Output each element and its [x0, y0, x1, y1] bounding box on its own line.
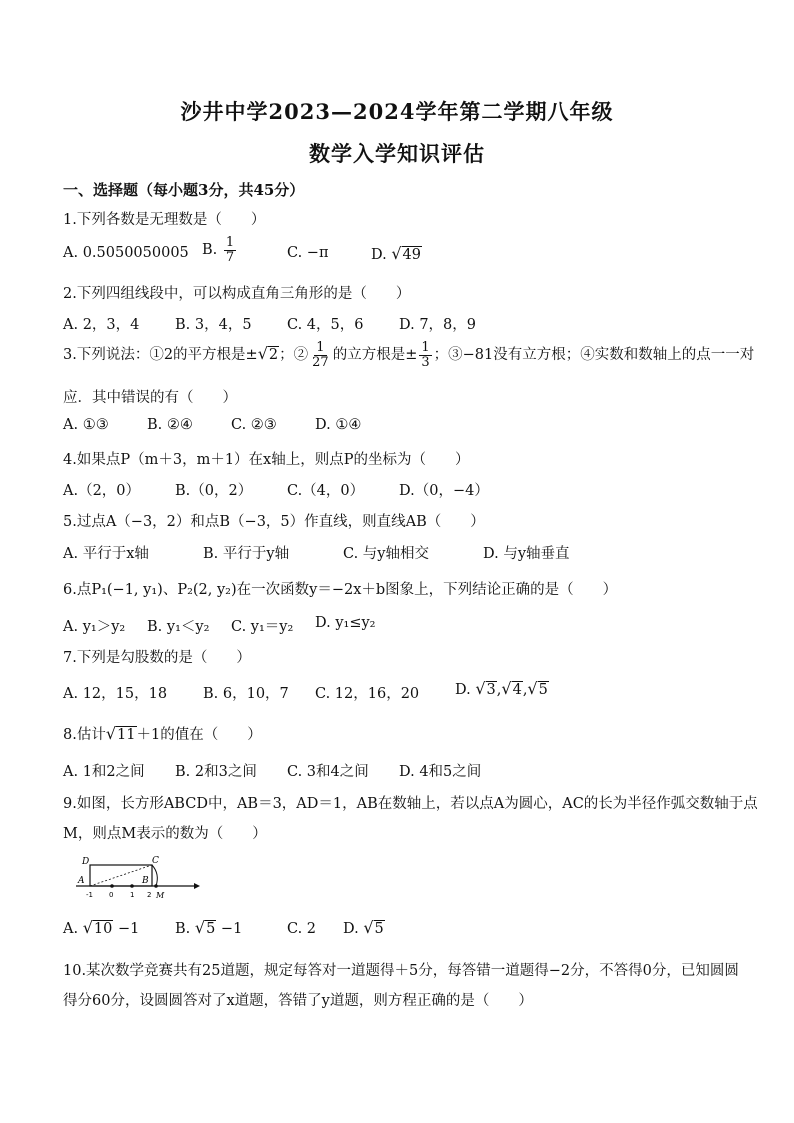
fraction: $\frac{1}{3}$ [421, 340, 430, 370]
q1-option-b: B. $\frac{1}{7}$ [202, 235, 235, 265]
q7-option-d: D. √3,√4,√5 [455, 679, 548, 698]
question-4: 4.如果点P（m＋3，m＋1）在x轴上，则点P的坐标为（ ） [63, 452, 470, 468]
q3-option-c: C. ②③ [231, 417, 277, 433]
fraction: $\frac{1}{27}$ [312, 340, 329, 370]
point-m [154, 884, 158, 888]
tick-label-0: 0 [109, 891, 114, 899]
q2-option-c: C. 4，5，6 [287, 317, 364, 333]
q6-option-b: B. y₁＜y₂ [147, 619, 210, 635]
number-line-figure [76, 852, 206, 902]
q8-option-d: D. 4和5之间 [399, 764, 482, 780]
label-d: D [82, 857, 90, 867]
q3-option-a: A. ①③ [63, 417, 109, 433]
arc [152, 865, 157, 886]
exam-title: 沙井中学2023—2024学年第二学期八年级 [180, 99, 614, 124]
sqrt-symbol: √49 [391, 244, 421, 263]
q9-option-b: B. √5 −1 [175, 918, 243, 937]
q5-option-b: B. 平行于y轴 [203, 546, 290, 562]
question-3-line2: 应．其中错误的有（ ） [63, 390, 237, 406]
label-c: C [152, 856, 159, 866]
q6-option-a: A. y₁＞y₂ [63, 619, 126, 635]
q9-option-c: C. 2 [287, 921, 317, 937]
question-8: 8.估计√11＋1的值在（ ） [63, 724, 262, 743]
question-3: 3.下列说法：①2的平方根是±√2；② $\frac{1}{27}$ 的立方根是± $\frac{1}{3}$ ；③−81没有立方根；④实数和数轴上的点一一对 [63, 340, 755, 370]
q4-option-b: B.（0，2） [175, 483, 253, 499]
q6-option-d: D. y₁≤y₂ [315, 615, 376, 631]
question-10: 10.某次数学竞赛共有25道题，规定每答对一道题得＋5分，每答错一道题得−2分，不答得0分，已知圆圆 [63, 963, 739, 979]
sqrt-symbol: √2 [257, 344, 279, 364]
q4-option-d: D.（0，−4） [399, 483, 489, 499]
sqrt-symbol: √11 [105, 724, 136, 743]
fraction: $\frac{1}{7}$ [225, 235, 235, 265]
q3-option-b: B. ②④ [147, 417, 193, 433]
tick-1 [130, 884, 134, 888]
q2-option-b: B. 3，4，5 [175, 317, 252, 333]
q7-option-a: A. 12，15，18 [63, 686, 168, 702]
q2-option-a: A. 2，3，4 [63, 317, 140, 333]
q1-option-a: A. 0.5050050005 [63, 245, 189, 261]
tick-label-1: 1 [130, 891, 135, 899]
question-9-line2: M，则点M表示的数为（ ） [63, 826, 267, 842]
exam-subtitle: 数学入学知识评估 [309, 141, 485, 166]
question-1: 1.下列各数是无理数是（ ） [63, 212, 266, 228]
q1-option-c: C. −π [287, 245, 329, 261]
q4-option-a: A.（2，0） [63, 483, 141, 499]
sqrt-symbol: √4 [501, 679, 522, 698]
q9-option-a: A. √10 −1 [63, 918, 140, 937]
sqrt-symbol: √5 [194, 918, 216, 937]
q1-option-d: D. √49 [371, 244, 421, 263]
tick-label-neg1: -1 [86, 891, 93, 899]
q7-option-c: C. 12，16，20 [315, 686, 420, 702]
q7-option-b: B. 6，10，7 [203, 686, 289, 702]
sqrt-symbol: √10 [82, 918, 113, 937]
axis-arrow [194, 883, 200, 889]
question-10-line2: 得分60分，设圆圆答对了x道题，答错了y道题，则方程正确的是（ ） [63, 993, 533, 1009]
question-2: 2.下列四组线段中，可以构成直角三角形的是（ ） [63, 286, 411, 302]
q5-option-c: C. 与y轴相交 [343, 546, 429, 562]
q6-option-c: C. y₁＝y₂ [231, 619, 294, 635]
q5-option-a: A. 平行于x轴 [63, 546, 149, 562]
label-m: M [156, 891, 165, 900]
sqrt-symbol: √5 [363, 918, 384, 937]
label-b: B [142, 876, 149, 886]
question-9: 9.如图，长方形ABCD中，AB＝3，AD＝1，AB在数轴上，若以点A为圆心，AC的长为半径作弧交数轴于点 [63, 796, 758, 812]
q8-option-b: B. 2和3之间 [175, 764, 257, 780]
q9-option-d: D. √5 [343, 918, 384, 937]
sqrt-symbol: √3 [475, 679, 496, 698]
sqrt-symbol: √5 [527, 679, 548, 698]
q4-option-c: C.（4，0） [287, 483, 365, 499]
section-heading: 一、选择题（每小题3分，共45分） [63, 181, 305, 199]
question-7: 7.下列是勾股数的是（ ） [63, 650, 251, 666]
q5-option-d: D. 与y轴垂直 [483, 546, 570, 562]
q8-option-c: C. 3和4之间 [287, 764, 369, 780]
tick-label-2: 2 [147, 891, 152, 899]
q3-option-d: D. ①④ [315, 417, 362, 433]
label-a: A [78, 876, 85, 886]
question-6: 6.点P₁(−1, y₁)、P₂(2, y₂)在一次函数y＝−2x＋b图象上，下列结论正确的是（ ） [63, 582, 618, 598]
question-5: 5.过点A（−3，2）和点B（−3，5）作直线，则直线AB（ ） [63, 514, 485, 530]
q2-option-d: D. 7，8，9 [399, 317, 477, 333]
tick-0 [110, 884, 114, 888]
q8-option-a: A. 1和2之间 [63, 764, 145, 780]
